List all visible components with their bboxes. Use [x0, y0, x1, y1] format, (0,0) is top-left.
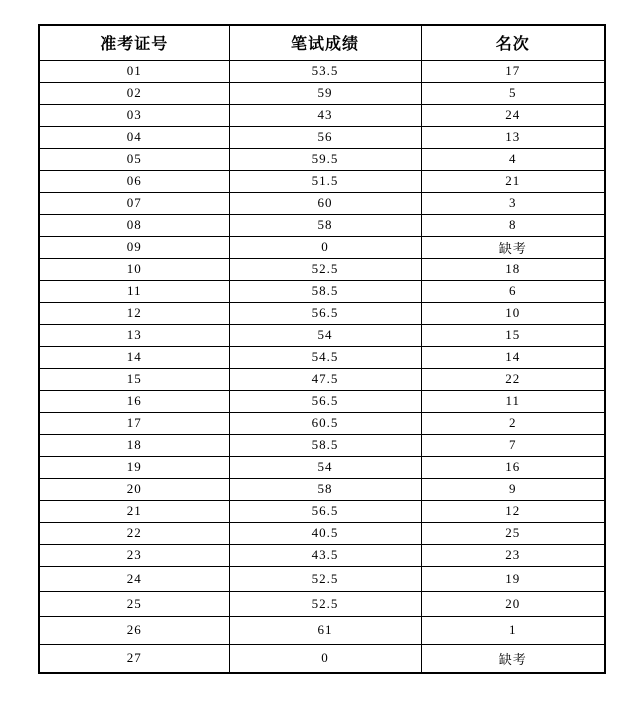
table-row — [39, 302, 605, 324]
exam-id-cell: 20 — [39, 478, 229, 500]
rank-cell: 19 — [421, 566, 605, 591]
score-cell: 53.5 — [229, 60, 421, 82]
rank-cell: 22 — [421, 368, 605, 390]
exam-id-cell: 06 — [39, 170, 229, 192]
table-row — [39, 616, 605, 644]
exam-id-cell: 08 — [39, 214, 229, 236]
table-row — [39, 258, 605, 280]
exam-id-cell: 24 — [39, 566, 229, 591]
table-row — [39, 148, 605, 170]
rank-cell: 25 — [421, 522, 605, 544]
table-row — [39, 104, 605, 126]
exam-id-cell: 12 — [39, 302, 229, 324]
score-cell: 52.5 — [229, 258, 421, 280]
table-row — [39, 591, 605, 616]
exam-id-cell: 15 — [39, 368, 229, 390]
table-row — [39, 280, 605, 302]
table-row — [39, 644, 605, 673]
exam-id-cell: 19 — [39, 456, 229, 478]
rank-cell: 2 — [421, 412, 605, 434]
rank-cell: 15 — [421, 324, 605, 346]
score-cell: 58 — [229, 214, 421, 236]
score-cell: 56.5 — [229, 500, 421, 522]
rank-cell: 1 — [421, 616, 605, 644]
rank-cell: 缺考 — [421, 644, 605, 673]
table-row — [39, 60, 605, 82]
exam-id-cell: 09 — [39, 236, 229, 258]
exam-id-cell: 17 — [39, 412, 229, 434]
score-cell: 60 — [229, 192, 421, 214]
table-row — [39, 214, 605, 236]
score-cell: 52.5 — [229, 566, 421, 591]
rank-cell: 7 — [421, 434, 605, 456]
score-cell: 52.5 — [229, 591, 421, 616]
header-row — [39, 25, 605, 60]
table-row — [39, 192, 605, 214]
score-cell: 0 — [229, 644, 421, 673]
exam-score-table — [38, 24, 606, 674]
table-row — [39, 456, 605, 478]
table-row — [39, 390, 605, 412]
table-row — [39, 236, 605, 258]
rank-cell: 17 — [421, 60, 605, 82]
rank-cell: 20 — [421, 591, 605, 616]
table-row — [39, 566, 605, 591]
score-cell: 54 — [229, 324, 421, 346]
score-cell: 43 — [229, 104, 421, 126]
table-body — [39, 60, 605, 673]
score-cell: 0 — [229, 236, 421, 258]
exam-id-cell: 03 — [39, 104, 229, 126]
exam-id-cell: 02 — [39, 82, 229, 104]
table-row — [39, 434, 605, 456]
rank-cell: 缺考 — [421, 236, 605, 258]
exam-id-cell: 14 — [39, 346, 229, 368]
score-cell: 58 — [229, 478, 421, 500]
exam-id-cell: 27 — [39, 644, 229, 673]
score-cell: 43.5 — [229, 544, 421, 566]
exam-id-cell: 18 — [39, 434, 229, 456]
rank-cell: 10 — [421, 302, 605, 324]
table-header — [39, 25, 605, 60]
table-row — [39, 544, 605, 566]
score-cell: 54 — [229, 456, 421, 478]
score-cell: 54.5 — [229, 346, 421, 368]
exam-id-cell: 05 — [39, 148, 229, 170]
table-row — [39, 500, 605, 522]
table-row — [39, 170, 605, 192]
table-row — [39, 346, 605, 368]
exam-id-cell: 22 — [39, 522, 229, 544]
score-cell: 51.5 — [229, 170, 421, 192]
header-exam-id: 准考证号 — [39, 25, 229, 60]
table-row — [39, 126, 605, 148]
exam-id-cell: 26 — [39, 616, 229, 644]
exam-id-cell: 23 — [39, 544, 229, 566]
rank-cell: 12 — [421, 500, 605, 522]
exam-id-cell: 13 — [39, 324, 229, 346]
exam-id-cell: 11 — [39, 280, 229, 302]
exam-id-cell: 01 — [39, 60, 229, 82]
score-cell: 56.5 — [229, 302, 421, 324]
exam-id-cell: 21 — [39, 500, 229, 522]
rank-cell: 24 — [421, 104, 605, 126]
table-row — [39, 522, 605, 544]
exam-id-cell: 16 — [39, 390, 229, 412]
score-cell: 59.5 — [229, 148, 421, 170]
score-cell: 40.5 — [229, 522, 421, 544]
score-cell: 56.5 — [229, 390, 421, 412]
rank-cell: 6 — [421, 280, 605, 302]
score-cell: 47.5 — [229, 368, 421, 390]
table-row — [39, 412, 605, 434]
table-row — [39, 82, 605, 104]
rank-cell: 21 — [421, 170, 605, 192]
rank-cell: 9 — [421, 478, 605, 500]
exam-id-cell: 07 — [39, 192, 229, 214]
table-row — [39, 324, 605, 346]
score-cell: 61 — [229, 616, 421, 644]
rank-cell: 3 — [421, 192, 605, 214]
rank-cell: 8 — [421, 214, 605, 236]
score-cell: 58.5 — [229, 280, 421, 302]
rank-cell: 14 — [421, 346, 605, 368]
rank-cell: 11 — [421, 390, 605, 412]
table-row — [39, 368, 605, 390]
rank-cell: 4 — [421, 148, 605, 170]
header-rank: 名次 — [421, 25, 605, 60]
score-cell: 60.5 — [229, 412, 421, 434]
header-score: 笔试成绩 — [229, 25, 421, 60]
score-cell: 58.5 — [229, 434, 421, 456]
rank-cell: 16 — [421, 456, 605, 478]
score-cell: 56 — [229, 126, 421, 148]
exam-id-cell: 04 — [39, 126, 229, 148]
rank-cell: 13 — [421, 126, 605, 148]
rank-cell: 18 — [421, 258, 605, 280]
table-row — [39, 478, 605, 500]
rank-cell: 23 — [421, 544, 605, 566]
exam-id-cell: 25 — [39, 591, 229, 616]
score-cell: 59 — [229, 82, 421, 104]
exam-id-cell: 10 — [39, 258, 229, 280]
rank-cell: 5 — [421, 82, 605, 104]
